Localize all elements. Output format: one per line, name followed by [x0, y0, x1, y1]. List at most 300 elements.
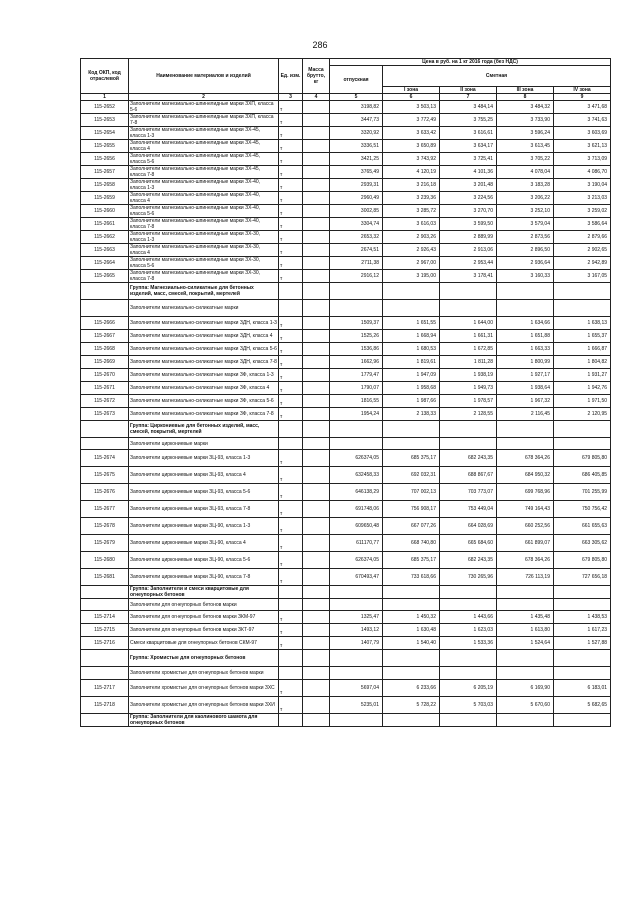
item-mass	[303, 270, 330, 283]
group-title: Группа: Заполнители и смеси кварцитовые для огнеупорных бетонов	[129, 586, 279, 599]
item-name: Заполнители магнезиально-силикатные марки ЗФ, класса 4	[129, 382, 279, 395]
item-unit: т	[279, 317, 303, 330]
empty-cell	[383, 586, 440, 599]
item-code: 115-2678	[81, 518, 129, 535]
empty-cell	[330, 667, 383, 680]
page-number: 286	[312, 40, 328, 50]
table-row	[81, 624, 611, 637]
item-mass	[303, 257, 330, 270]
item-release-price: 626374,05	[330, 450, 383, 467]
item-code: 115-2668	[81, 343, 129, 356]
item-release-price: 691748,06	[330, 501, 383, 518]
item-mass	[303, 395, 330, 408]
item-zone3-price: 3 705,22	[497, 153, 554, 166]
item-zone2-price: 4 101,36	[440, 166, 497, 179]
empty-cell	[81, 599, 129, 611]
item-code: 115-2681	[81, 569, 129, 586]
item-unit: т	[279, 484, 303, 501]
item-zone1-price: 1 450,32	[383, 611, 440, 624]
item-mass	[303, 450, 330, 467]
item-name: Заполнители магнезиально-шпинелидные марки ЗХ-40, класса 5-6	[129, 205, 279, 218]
item-release-price: 2653,32	[330, 231, 383, 244]
item-zone3-price: 749 164,43	[497, 501, 554, 518]
item-zone2-price: 1 938,19	[440, 369, 497, 382]
item-zone3-price: 5 670,60	[497, 697, 554, 714]
item-release-price: 1662,96	[330, 356, 383, 369]
item-zone1-price: 2 138,33	[383, 408, 440, 421]
empty-cell	[554, 300, 611, 317]
item-unit: т	[279, 192, 303, 205]
item-name: Заполнители магнезиально-силикатные марки ЗДН, класса 7-8	[129, 356, 279, 369]
item-zone3-price: 4 078,04	[497, 166, 554, 179]
item-release-price: 1407,79	[330, 637, 383, 650]
header-mass: Масса брутто, кг	[303, 59, 330, 94]
group-title: Группа: Магнезиально-силикатные для бетонных изделий, масс, смесей, покрытий, мертелей	[129, 283, 279, 300]
item-zone3-price: 661 899,07	[497, 535, 554, 552]
item-zone3-price: 660 252,56	[497, 518, 554, 535]
table-row	[81, 231, 611, 244]
table-row	[81, 382, 611, 395]
item-name: Заполнители магнезиально-шпинелидные марки ЗХ-30, класса 4	[129, 244, 279, 257]
item-zone2-price: 1 672,85	[440, 343, 497, 356]
item-zone2-price: 3 270,70	[440, 205, 497, 218]
item-code: 115-2660	[81, 205, 129, 218]
empty-cell	[554, 586, 611, 599]
item-name: Заполнители магнезиально-силикатные марки ЗФ, класса 7-8	[129, 408, 279, 421]
item-zone3-price: 3 733,90	[497, 114, 554, 127]
item-zone3-price: 6 169,90	[497, 680, 554, 697]
empty-cell	[279, 438, 303, 450]
empty-cell	[440, 650, 497, 667]
item-zone2-price: 6 205,19	[440, 680, 497, 697]
item-zone3-price: 3 596,24	[497, 127, 554, 140]
item-mass	[303, 408, 330, 421]
item-unit: т	[279, 467, 303, 484]
item-zone1-price: 3 285,72	[383, 205, 440, 218]
empty-cell	[554, 599, 611, 611]
item-unit: т	[279, 218, 303, 231]
group-title: Группа: Хромистые для огнеупорных бетонов	[129, 650, 279, 667]
item-release-price: 3421,25	[330, 153, 383, 166]
item-name: Заполнители магнезиально-шпинелидные марки ЗХ-30, класса 1-3	[129, 231, 279, 244]
item-name: Заполнители магнезиально-силикатные марки ЗФ, класса 1-3	[129, 369, 279, 382]
item-zone4-price: 2 942,89	[554, 257, 611, 270]
item-code: 115-2715	[81, 624, 129, 637]
item-zone1-price: 5 728,22	[383, 697, 440, 714]
header-unit: Ед. изм.	[279, 59, 303, 94]
empty-cell	[81, 283, 129, 300]
item-zone3-price: 1 634,66	[497, 317, 554, 330]
item-code: 115-2657	[81, 166, 129, 179]
item-zone1-price: 692 032,31	[383, 467, 440, 484]
item-zone4-price: 3 586,64	[554, 218, 611, 231]
item-zone4-price: 661 655,63	[554, 518, 611, 535]
empty-cell	[440, 300, 497, 317]
header-release: отпускная	[330, 66, 383, 94]
empty-cell	[279, 300, 303, 317]
item-zone1-price: 756 908,17	[383, 501, 440, 518]
item-name: Заполнители циркониевые марки ЗЦ-90, класса 5-6	[129, 552, 279, 569]
empty-cell	[81, 438, 129, 450]
item-name: Заполнители хромистые для огнеупорных бетонов марки ЗХИ	[129, 697, 279, 714]
empty-cell	[554, 650, 611, 667]
column-number: 8	[497, 94, 554, 101]
item-code: 115-2717	[81, 680, 129, 697]
item-zone1-price: 3 195,00	[383, 270, 440, 283]
table-row	[81, 552, 611, 569]
item-release-price: 2916,12	[330, 270, 383, 283]
item-mass	[303, 467, 330, 484]
item-unit: т	[279, 501, 303, 518]
item-zone1-price: 4 120,19	[383, 166, 440, 179]
item-zone2-price: 3 634,17	[440, 140, 497, 153]
table-row	[81, 257, 611, 270]
item-zone3-price: 1 938,64	[497, 382, 554, 395]
item-unit: т	[279, 270, 303, 283]
item-release-price: 3336,51	[330, 140, 383, 153]
subgroup-title: Заполнители хромистые для огнеупорных бетонов марки	[129, 667, 279, 680]
item-name: Заполнители магнезиально-шпинелидные марки ЗХ-40, класса 4	[129, 192, 279, 205]
item-code: 115-2676	[81, 484, 129, 501]
item-code: 115-2667	[81, 330, 129, 343]
item-mass	[303, 369, 330, 382]
item-code: 115-2718	[81, 697, 129, 714]
item-name: Заполнители циркониевые марки ЗЦ-93, класса 7-8	[129, 501, 279, 518]
item-zone3-price: 678 364,26	[497, 552, 554, 569]
empty-cell	[81, 650, 129, 667]
table-row	[81, 467, 611, 484]
item-zone4-price: 6 183,01	[554, 680, 611, 697]
item-unit: т	[279, 408, 303, 421]
subgroup-title: Заполнители для огнеупорных бетонов марки	[129, 599, 279, 611]
item-name: Заполнители циркониевые марки ЗЦ-93, класса 4	[129, 467, 279, 484]
item-release-price: 646138,29	[330, 484, 383, 501]
item-release-price: 609650,48	[330, 518, 383, 535]
item-unit: т	[279, 153, 303, 166]
empty-cell	[303, 650, 330, 667]
item-mass	[303, 317, 330, 330]
group-row	[81, 650, 611, 667]
item-code: 115-2658	[81, 179, 129, 192]
table-row	[81, 127, 611, 140]
item-zone1-price: 3 633,42	[383, 127, 440, 140]
table-row	[81, 218, 611, 231]
item-zone1-price: 707 002,13	[383, 484, 440, 501]
table-row	[81, 317, 611, 330]
item-unit: т	[279, 114, 303, 127]
item-unit: т	[279, 382, 303, 395]
item-zone2-price: 1 443,66	[440, 611, 497, 624]
item-code: 115-2716	[81, 637, 129, 650]
item-release-price: 2674,51	[330, 244, 383, 257]
item-zone1-price: 1 958,68	[383, 382, 440, 395]
item-zone3-price: 2 116,45	[497, 408, 554, 421]
empty-cell	[440, 667, 497, 680]
item-name: Заполнители магнезиально-силикатные марки ЗДН, класса 1-3	[129, 317, 279, 330]
header-code: Код ОКП, код отраслевой	[81, 59, 129, 94]
item-release-price: 1536,86	[330, 343, 383, 356]
item-unit: т	[279, 244, 303, 257]
table-row	[81, 450, 611, 467]
item-zone2-price: 1 623,03	[440, 624, 497, 637]
empty-cell	[81, 586, 129, 599]
item-zone4-price: 3 167,05	[554, 270, 611, 283]
empty-cell	[497, 650, 554, 667]
table-row	[81, 697, 611, 714]
group-row	[81, 283, 611, 300]
item-release-price: 626374,05	[330, 552, 383, 569]
empty-cell	[279, 714, 303, 727]
item-zone1-price: 3 239,36	[383, 192, 440, 205]
table-row	[81, 179, 611, 192]
item-mass	[303, 192, 330, 205]
item-zone4-price: 750 756,42	[554, 501, 611, 518]
empty-cell	[330, 421, 383, 438]
item-zone4-price: 3 190,04	[554, 179, 611, 192]
item-zone4-price: 3 713,09	[554, 153, 611, 166]
item-code: 115-2672	[81, 395, 129, 408]
item-unit: т	[279, 395, 303, 408]
item-zone3-price: 1 651,88	[497, 330, 554, 343]
item-zone3-price: 1 927,17	[497, 369, 554, 382]
item-code: 115-2679	[81, 535, 129, 552]
item-name: Заполнители для огнеупорных бетонов марки ЗКМ-97	[129, 611, 279, 624]
empty-cell	[81, 300, 129, 317]
item-release-price: 632458,33	[330, 467, 383, 484]
item-zone2-price: 664 028,69	[440, 518, 497, 535]
item-code: 115-2670	[81, 369, 129, 382]
item-zone1-price: 1 668,94	[383, 330, 440, 343]
item-release-price: 670493,47	[330, 569, 383, 586]
table-row	[81, 569, 611, 586]
item-zone2-price: 3 725,41	[440, 153, 497, 166]
empty-cell	[440, 599, 497, 611]
item-zone1-price: 733 618,66	[383, 569, 440, 586]
item-code: 115-2675	[81, 467, 129, 484]
price-table	[80, 58, 611, 727]
group-row	[81, 586, 611, 599]
item-zone3-price: 1 524,64	[497, 637, 554, 650]
empty-cell	[330, 599, 383, 611]
empty-cell	[383, 283, 440, 300]
empty-cell	[330, 438, 383, 450]
subgroup-row	[81, 667, 611, 680]
empty-cell	[279, 283, 303, 300]
item-zone4-price: 2 120,95	[554, 408, 611, 421]
column-numbers-row	[81, 94, 611, 101]
item-unit: т	[279, 257, 303, 270]
empty-cell	[303, 714, 330, 727]
item-mass	[303, 569, 330, 586]
item-release-price: 1493,12	[330, 624, 383, 637]
empty-cell	[440, 283, 497, 300]
column-number: 9	[554, 94, 611, 101]
item-mass	[303, 330, 330, 343]
item-name: Заполнители магнезиально-шпинелидные марки ЗХ-45, класса 5-6	[129, 153, 279, 166]
empty-cell	[303, 667, 330, 680]
item-name: Смеси кварцитовые для огнеупорных бетонов СКМ-97	[129, 637, 279, 650]
item-zone1-price: 685 375,17	[383, 450, 440, 467]
table-row	[81, 205, 611, 218]
item-zone2-price: 1 661,31	[440, 330, 497, 343]
subgroup-row	[81, 599, 611, 611]
item-code: 115-2656	[81, 153, 129, 166]
column-number: 4	[303, 94, 330, 101]
item-name: Заполнители магнезиально-шпинелидные марки ЗХ-30, класса 7-8	[129, 270, 279, 283]
item-zone2-price: 3 224,56	[440, 192, 497, 205]
item-zone4-price: 5 682,65	[554, 697, 611, 714]
item-release-price: 3320,92	[330, 127, 383, 140]
empty-cell	[330, 300, 383, 317]
item-zone1-price: 1 540,40	[383, 637, 440, 650]
item-zone4-price: 679 805,80	[554, 552, 611, 569]
empty-cell	[383, 300, 440, 317]
item-zone4-price: 727 656,18	[554, 569, 611, 586]
item-name: Заполнители циркониевые марки ЗЦ-93, класса 1-3	[129, 450, 279, 467]
item-zone4-price: 2 879,66	[554, 231, 611, 244]
item-unit: т	[279, 518, 303, 535]
item-mass	[303, 205, 330, 218]
item-zone3-price: 678 364,26	[497, 450, 554, 467]
column-number: 1	[81, 94, 129, 101]
item-code: 115-2666	[81, 317, 129, 330]
item-zone1-price: 3 650,89	[383, 140, 440, 153]
item-zone2-price: 1 644,00	[440, 317, 497, 330]
item-code: 115-2677	[81, 501, 129, 518]
item-mass	[303, 179, 330, 192]
item-zone4-price: 1 655,37	[554, 330, 611, 343]
empty-cell	[303, 599, 330, 611]
item-code: 115-2655	[81, 140, 129, 153]
item-zone4-price: 1 666,87	[554, 343, 611, 356]
item-zone1-price: 2 903,26	[383, 231, 440, 244]
item-mass	[303, 535, 330, 552]
item-mass	[303, 624, 330, 637]
empty-cell	[279, 421, 303, 438]
item-release-price: 1779,47	[330, 369, 383, 382]
item-zone4-price: 3 621,13	[554, 140, 611, 153]
empty-cell	[303, 421, 330, 438]
item-unit: т	[279, 140, 303, 153]
item-zone3-price: 1 800,99	[497, 356, 554, 369]
item-zone4-price: 3 213,03	[554, 192, 611, 205]
table-row	[81, 680, 611, 697]
table-row	[81, 637, 611, 650]
table-row	[81, 535, 611, 552]
header-zone4: IV зона	[554, 87, 611, 94]
item-zone4-price: 1 931,27	[554, 369, 611, 382]
item-unit: т	[279, 179, 303, 192]
item-mass	[303, 218, 330, 231]
item-zone3-price: 2 873,56	[497, 231, 554, 244]
item-name: Заполнители магнезиально-силикатные марки ЗДН, класса 4	[129, 330, 279, 343]
item-name: Заполнители циркониевые марки ЗЦ-90, класса 4	[129, 535, 279, 552]
item-name: Заполнители магнезиально-силикатные марки ЗФ, класса 5-6	[129, 395, 279, 408]
item-code: 115-2654	[81, 127, 129, 140]
item-zone2-price: 753 449,04	[440, 501, 497, 518]
item-zone4-price: 1 971,50	[554, 395, 611, 408]
item-zone4-price: 1 527,88	[554, 637, 611, 650]
item-mass	[303, 552, 330, 569]
item-unit: т	[279, 356, 303, 369]
item-zone1-price: 1 680,53	[383, 343, 440, 356]
item-zone4-price: 663 305,62	[554, 535, 611, 552]
item-zone3-price: 699 768,96	[497, 484, 554, 501]
item-mass	[303, 140, 330, 153]
empty-cell	[303, 586, 330, 599]
item-zone2-price: 665 684,60	[440, 535, 497, 552]
column-number: 2	[129, 94, 279, 101]
item-zone2-price: 3 178,41	[440, 270, 497, 283]
item-code: 115-2653	[81, 114, 129, 127]
item-zone1-price: 2 926,43	[383, 244, 440, 257]
group-title: Группа: Заполнители для каолинового шамота для огнеупорных бетонов	[129, 714, 279, 727]
item-mass	[303, 484, 330, 501]
empty-cell	[440, 438, 497, 450]
column-number: 5	[330, 94, 383, 101]
item-mass	[303, 611, 330, 624]
item-unit: т	[279, 231, 303, 244]
empty-cell	[440, 421, 497, 438]
item-zone3-price: 1 435,48	[497, 611, 554, 624]
item-release-price: 3447,73	[330, 114, 383, 127]
item-zone1-price: 1 651,55	[383, 317, 440, 330]
item-mass	[303, 382, 330, 395]
item-name: Заполнители магнезиально-шпинелидные марки ЗХ-45, класса 1-3	[129, 127, 279, 140]
item-mass	[303, 127, 330, 140]
item-unit: т	[279, 569, 303, 586]
table-body	[81, 101, 611, 727]
item-zone2-price: 2 128,55	[440, 408, 497, 421]
item-name: Заполнители магнезиально-шпинелидные марки ЗХ-45, класса 7-8	[129, 166, 279, 179]
item-unit: т	[279, 552, 303, 569]
empty-cell	[497, 300, 554, 317]
empty-cell	[279, 667, 303, 680]
item-mass	[303, 637, 330, 650]
item-unit: т	[279, 680, 303, 697]
table-row	[81, 140, 611, 153]
table-row	[81, 343, 611, 356]
item-zone2-price: 730 265,96	[440, 569, 497, 586]
empty-cell	[383, 599, 440, 611]
table-row	[81, 153, 611, 166]
empty-cell	[554, 421, 611, 438]
item-unit: т	[279, 205, 303, 218]
item-name: Заполнители циркониевые марки ЗЦ-90, класса 7-8	[129, 569, 279, 586]
empty-cell	[497, 586, 554, 599]
empty-cell	[383, 650, 440, 667]
item-zone4-price: 1 804,82	[554, 356, 611, 369]
empty-cell	[383, 714, 440, 727]
item-zone2-price: 3 616,61	[440, 127, 497, 140]
item-zone2-price: 1 811,28	[440, 356, 497, 369]
subgroup-row	[81, 300, 611, 317]
item-release-price: 1954,24	[330, 408, 383, 421]
item-mass	[303, 518, 330, 535]
table-row	[81, 166, 611, 179]
item-release-price: 1816,55	[330, 395, 383, 408]
empty-cell	[330, 283, 383, 300]
item-unit: т	[279, 101, 303, 114]
item-name: Заполнители циркониевые марки ЗЦ-93, класса 5-6	[129, 484, 279, 501]
item-name: Заполнители хромистые для огнеупорных бетонов марки ЗХС	[129, 680, 279, 697]
item-zone1-price: 1 819,61	[383, 356, 440, 369]
item-code: 115-2652	[81, 101, 129, 114]
item-code: 115-2661	[81, 218, 129, 231]
item-unit: т	[279, 343, 303, 356]
table-row	[81, 408, 611, 421]
item-zone1-price: 3 772,49	[383, 114, 440, 127]
